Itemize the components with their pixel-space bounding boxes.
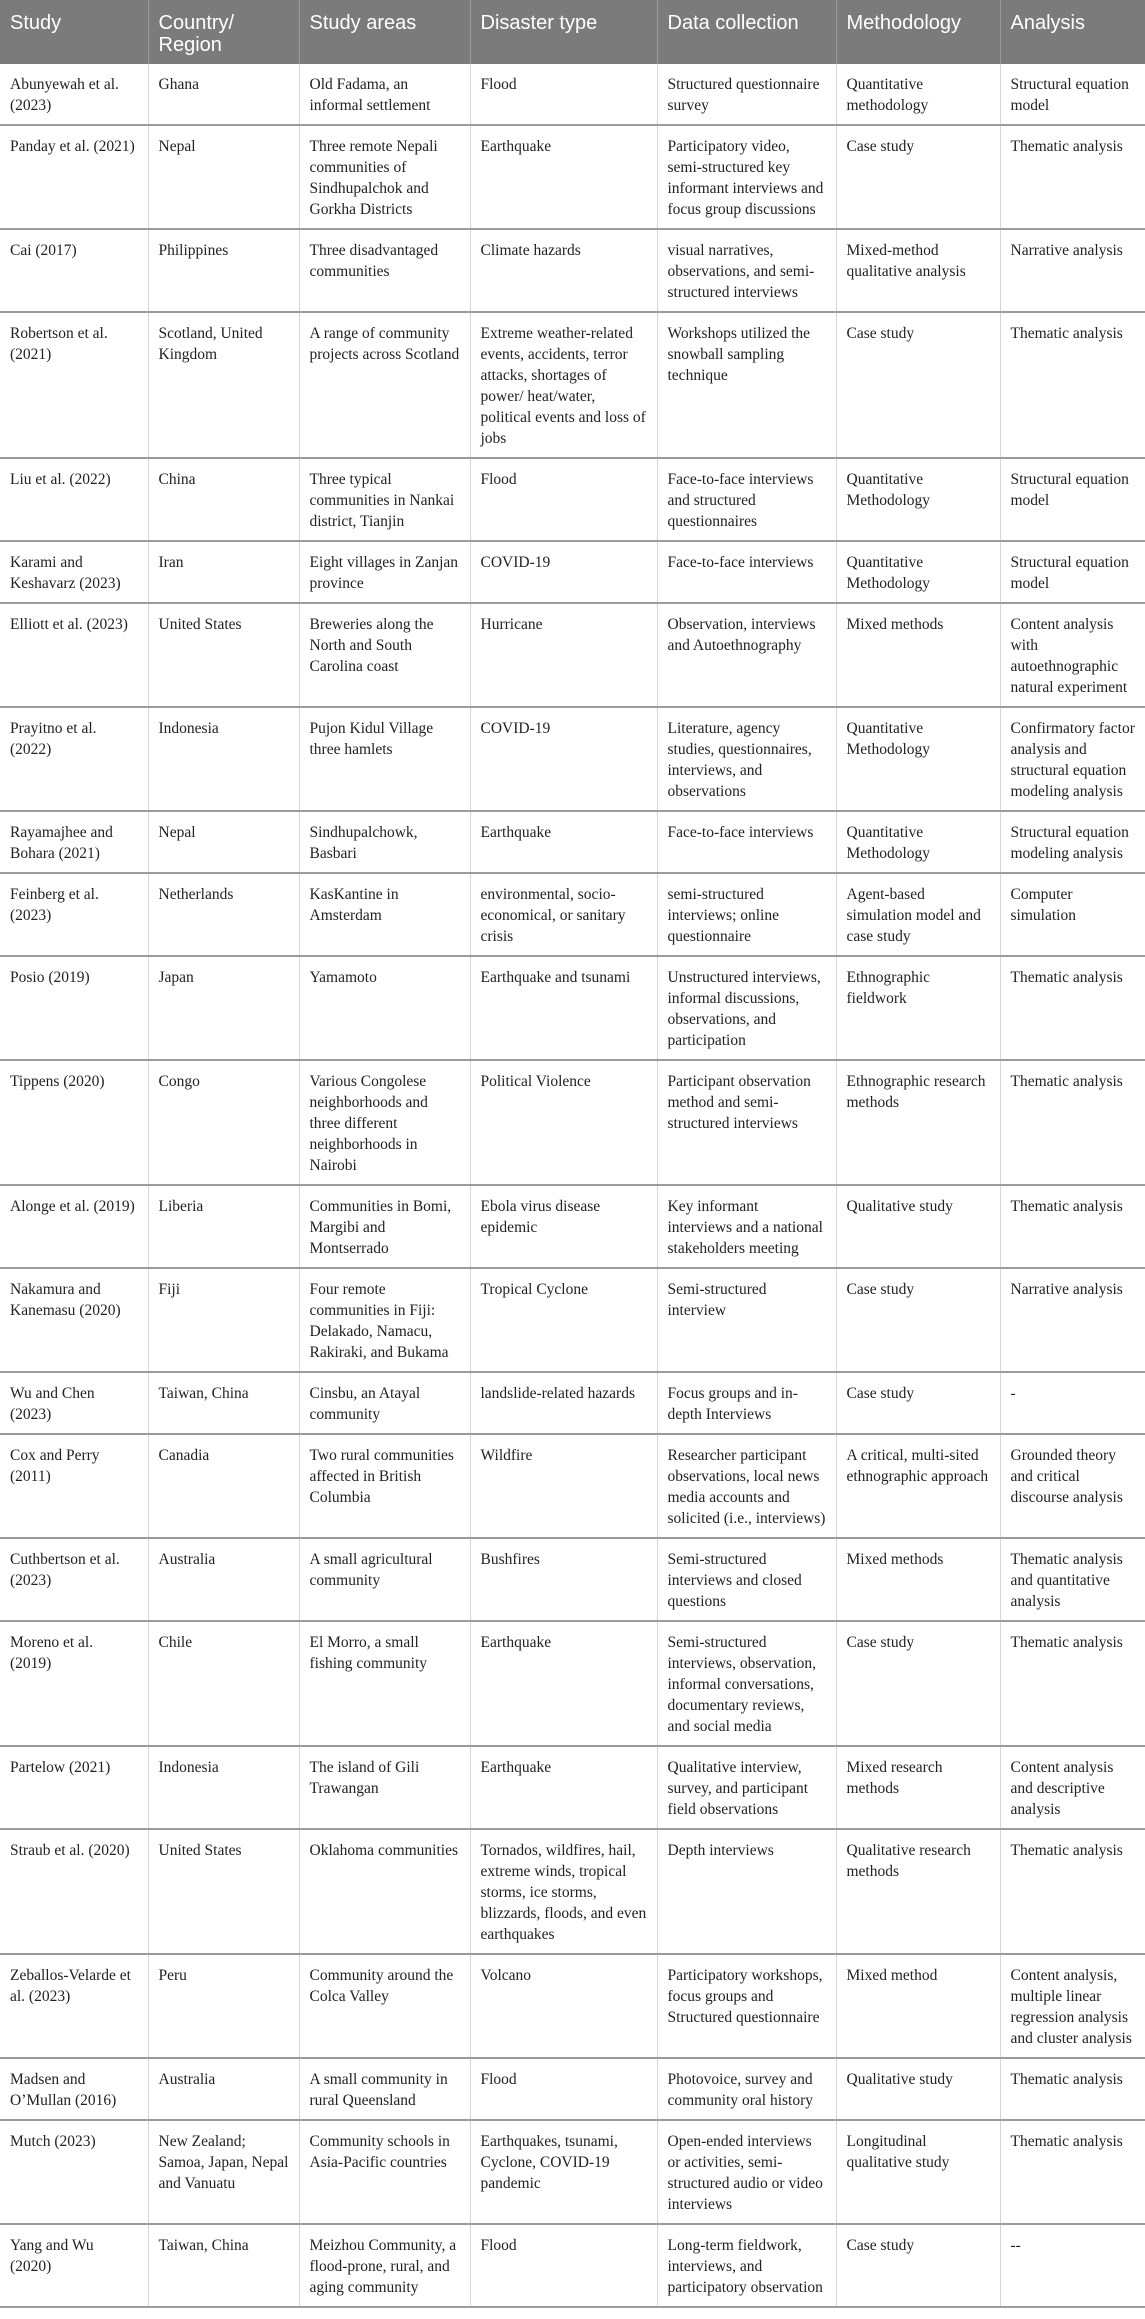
cell-country-region: Iran bbox=[148, 541, 299, 603]
cell-study: Nakamura and Kanemasu (2020) bbox=[0, 1268, 148, 1372]
cell-study: Posio (2019) bbox=[0, 956, 148, 1060]
cell-methodology: Case study bbox=[836, 125, 1000, 229]
cell-analysis: Content analysis and descriptive analysis bbox=[1010, 1759, 1114, 1818]
cell-data-collection: Structured questionnaire survey bbox=[657, 64, 836, 125]
cell-data-collection: Participatory video, semi-structured key informant interviews and focus group discussions bbox=[657, 125, 836, 229]
cell-country-region: China bbox=[148, 458, 299, 541]
table-row bbox=[0, 458, 1145, 541]
cell-methodology: Quantitative Methodology bbox=[836, 541, 1000, 603]
table-row bbox=[0, 1954, 1145, 2058]
cell-analysis: Thematic analysis bbox=[1010, 1634, 1123, 1651]
cell-country-region: Taiwan, China bbox=[148, 2224, 299, 2307]
cell-analysis: Structural equation model bbox=[1010, 471, 1129, 509]
cell-study: Cai (2017) bbox=[0, 229, 148, 312]
cell-analysis: Structural equation model bbox=[1010, 554, 1129, 592]
cell-study-areas: Two rural communities affected in British Columbia bbox=[299, 1434, 470, 1538]
table-row bbox=[0, 873, 1145, 956]
cell-disaster-type: Flood bbox=[470, 64, 657, 125]
table-row bbox=[0, 1060, 1145, 1185]
cell-methodology: Case study bbox=[836, 1372, 1000, 1434]
cell-country-region: Congo bbox=[148, 1060, 299, 1185]
cell-study: Alonge et al. (2019) bbox=[0, 1185, 148, 1268]
table-row bbox=[0, 1621, 1145, 1746]
cell-study: Feinberg et al. (2023) bbox=[0, 873, 148, 956]
cell-disaster-type: Earthquakes, tsunami, Cyclone, COVID-19 pandemic bbox=[470, 2120, 657, 2224]
cell-analysis: Content analysis, multiple linear regression analysis and cluster analysis bbox=[1010, 1967, 1132, 2047]
cell-disaster-type: landslide-related hazards bbox=[470, 1372, 657, 1434]
cell-country-region: Chile bbox=[148, 1621, 299, 1746]
cell-analysis: Narrative analysis bbox=[1010, 1281, 1123, 1298]
cell-study: Zeballos-Velarde et al. (2023) bbox=[0, 1954, 148, 2058]
cell-methodology: Qualitative study bbox=[836, 2058, 1000, 2120]
cell-methodology: Quantitative Methodology bbox=[836, 458, 1000, 541]
table-row bbox=[0, 811, 1145, 873]
cell-analysis: Grounded theory and critical discourse analysis bbox=[1010, 1447, 1123, 1506]
cell-analysis: Thematic analysis bbox=[1010, 1198, 1123, 1215]
cell-disaster-type: Earthquake bbox=[470, 811, 657, 873]
cell-country-region: Nepal bbox=[148, 125, 299, 229]
cell-data-collection: visual narratives, observations, and semi-structured interviews bbox=[657, 229, 836, 312]
cell-disaster-type: Political Violence bbox=[470, 1060, 657, 1185]
cell-study-areas: Meizhou Community, a flood-prone, rural, and aging community bbox=[299, 2224, 470, 2307]
table-row bbox=[0, 64, 1145, 125]
cell-data-collection: Depth interviews bbox=[657, 1829, 836, 1954]
column-header-data-collection: Data collection bbox=[657, 0, 836, 64]
cell-analysis: Thematic analysis bbox=[1010, 325, 1123, 342]
cell-study: Cox and Perry (2011) bbox=[0, 1434, 148, 1538]
cell-disaster-type: Earthquake bbox=[470, 125, 657, 229]
cell-country-region: Ghana bbox=[148, 64, 299, 125]
cell-methodology: Mixed-method qualitative analysis bbox=[836, 229, 1000, 312]
table-row bbox=[0, 1185, 1145, 1268]
table-row bbox=[0, 312, 1145, 458]
cell-data-collection: semi-structured interviews; online questionnaire bbox=[657, 873, 836, 956]
cell-study: Yang and Wu (2020) bbox=[0, 2224, 148, 2307]
cell-data-collection: Literature, agency studies, questionnaires, interviews, and observations bbox=[657, 707, 836, 811]
cell-study: Wu and Chen (2023) bbox=[0, 1372, 148, 1434]
cell-study-areas: A small agricultural community bbox=[299, 1538, 470, 1621]
table-body bbox=[0, 64, 1145, 2307]
cell-country-region: Canadia bbox=[148, 1434, 299, 1538]
cell-study-areas: Yamamoto bbox=[299, 956, 470, 1060]
cell-disaster-type: Volcano bbox=[470, 1954, 657, 2058]
cell-study-areas: Old Fadama, an informal settlement bbox=[299, 64, 470, 125]
cell-study: Moreno et al. (2019) bbox=[0, 1621, 148, 1746]
table-row bbox=[0, 1746, 1145, 1829]
cell-methodology: Longitudinal qualitative study bbox=[836, 2120, 1000, 2224]
cell-country-region: Scotland, United Kingdom bbox=[148, 312, 299, 458]
cell-study-areas: The island of Gili Trawangan bbox=[299, 1746, 470, 1829]
cell-methodology: Qualitative study bbox=[836, 1185, 1000, 1268]
cell-country-region: Philippines bbox=[148, 229, 299, 312]
cell-analysis: Narrative analysis bbox=[1010, 242, 1123, 259]
cell-study-areas: Cinsbu, an Atayal community bbox=[299, 1372, 470, 1434]
table-row bbox=[0, 956, 1145, 1060]
cell-data-collection: Semi-structured interview bbox=[657, 1268, 836, 1372]
table-row bbox=[0, 1829, 1145, 1954]
cell-methodology: Quantitative Methodology bbox=[836, 811, 1000, 873]
cell-study-areas: KasKantine in Amsterdam bbox=[299, 873, 470, 956]
cell-analysis: Structural equation model bbox=[1010, 76, 1129, 114]
cell-study: Cuthbertson et al. (2023) bbox=[0, 1538, 148, 1621]
column-header-country-region: Country/ Region bbox=[148, 0, 299, 64]
cell-country-region: Netherlands bbox=[148, 873, 299, 956]
table-row bbox=[0, 125, 1145, 229]
cell-data-collection: Observation, interviews and Autoethnography bbox=[657, 603, 836, 707]
table-row bbox=[0, 707, 1145, 811]
cell-study-areas: Oklahoma communities bbox=[299, 1829, 470, 1954]
table-row bbox=[0, 2224, 1145, 2307]
column-header-analysis: Analysis bbox=[1000, 0, 1145, 64]
cell-analysis: Thematic analysis bbox=[1010, 138, 1123, 155]
cell-analysis: Confirmatory factor analysis and structural equation modeling analysis bbox=[1010, 720, 1135, 800]
cell-country-region: Nepal bbox=[148, 811, 299, 873]
cell-methodology: Case study bbox=[836, 312, 1000, 458]
cell-methodology: Agent-based simulation model and case study bbox=[836, 873, 1000, 956]
cell-country-region: United States bbox=[148, 603, 299, 707]
cell-disaster-type: Earthquake and tsunami bbox=[470, 956, 657, 1060]
cell-methodology: Ethnographic fieldwork bbox=[836, 956, 1000, 1060]
table-row bbox=[0, 541, 1145, 603]
cell-disaster-type: environmental, socio-economical, or sanitary crisis bbox=[470, 873, 657, 956]
cell-disaster-type: Extreme weather-related events, accidents, terror attacks, shortages of power/ heat/water, political events and loss of jobs bbox=[470, 312, 657, 458]
cell-study: Panday et al. (2021) bbox=[0, 125, 148, 229]
cell-methodology: Mixed research methods bbox=[836, 1746, 1000, 1829]
cell-country-region: New Zealand; Samoa, Japan, Nepal and Vanuatu bbox=[148, 2120, 299, 2224]
cell-data-collection: Semi-structured interviews, observation, informal conversations, documentary reviews, and social media bbox=[657, 1621, 836, 1746]
cell-country-region: Fiji bbox=[148, 1268, 299, 1372]
cell-study-areas: Community schools in Asia-Pacific countries bbox=[299, 2120, 470, 2224]
cell-country-region: Indonesia bbox=[148, 1746, 299, 1829]
cell-country-region: United States bbox=[148, 1829, 299, 1954]
cell-disaster-type: Hurricane bbox=[470, 603, 657, 707]
cell-analysis: Content analysis with autoethnographic natural experiment bbox=[1010, 616, 1128, 696]
table-row bbox=[0, 603, 1145, 707]
cell-country-region: Liberia bbox=[148, 1185, 299, 1268]
cell-country-region: Taiwan, China bbox=[148, 1372, 299, 1434]
cell-disaster-type: Wildfire bbox=[470, 1434, 657, 1538]
cell-methodology: Quantitative methodology bbox=[836, 64, 1000, 125]
table-row bbox=[0, 2058, 1145, 2120]
cell-country-region: Australia bbox=[148, 1538, 299, 1621]
cell-data-collection: Participatory workshops, focus groups and Structured questionnaire bbox=[657, 1954, 836, 2058]
cell-analysis: Thematic analysis bbox=[1010, 1073, 1123, 1090]
cell-analysis: Thematic analysis bbox=[1010, 2071, 1123, 2088]
cell-methodology: Mixed methods bbox=[836, 603, 1000, 707]
cell-study: Partelow (2021) bbox=[0, 1746, 148, 1829]
cell-study: Mutch (2023) bbox=[0, 2120, 148, 2224]
cell-disaster-type: Ebola virus disease epidemic bbox=[470, 1185, 657, 1268]
cell-data-collection: Key informant interviews and a national stakeholders meeting bbox=[657, 1185, 836, 1268]
cell-study: Elliott et al. (2023) bbox=[0, 603, 148, 707]
cell-study-areas: Three disadvantaged communities bbox=[299, 229, 470, 312]
column-header-study-areas: Study areas bbox=[299, 0, 470, 64]
cell-study-areas: Various Congolese neighborhoods and three different neighborhoods in Nairobi bbox=[299, 1060, 470, 1185]
cell-data-collection: Face-to-face interviews and structured questionnaires bbox=[657, 458, 836, 541]
cell-disaster-type: Climate hazards bbox=[470, 229, 657, 312]
cell-study: Prayitno et al. (2022) bbox=[0, 707, 148, 811]
cell-analysis: - bbox=[1010, 1385, 1016, 1402]
cell-study-areas: Four remote communities in Fiji: Delakado, Namacu, Rakiraki, and Bukama bbox=[299, 1268, 470, 1372]
cell-data-collection: Open-ended interviews or activities, semi-structured audio or video interviews bbox=[657, 2120, 836, 2224]
cell-analysis: Thematic analysis and quantitative analysis bbox=[1010, 1551, 1123, 1610]
cell-analysis: Thematic analysis bbox=[1010, 969, 1123, 986]
cell-country-region: Australia bbox=[148, 2058, 299, 2120]
cell-study-areas: Communities in Bomi, Margibi and Montserrado bbox=[299, 1185, 470, 1268]
cell-methodology: Mixed methods bbox=[836, 1538, 1000, 1621]
cell-data-collection: Long-term fieldwork, interviews, and participatory observation bbox=[657, 2224, 836, 2307]
cell-disaster-type: Tropical Cyclone bbox=[470, 1268, 657, 1372]
cell-disaster-type: Flood bbox=[470, 2224, 657, 2307]
cell-data-collection: Photovoice, survey and community oral history bbox=[657, 2058, 836, 2120]
cell-study-areas: Sindhupalchowk, Basbari bbox=[299, 811, 470, 873]
column-header-disaster-type: Disaster type bbox=[470, 0, 657, 64]
cell-country-region: Indonesia bbox=[148, 707, 299, 811]
cell-data-collection: Unstructured interviews, informal discussions, observations, and participation bbox=[657, 956, 836, 1060]
cell-analysis: Structural equation modeling analysis bbox=[1010, 824, 1129, 862]
cell-methodology: Case study bbox=[836, 1268, 1000, 1372]
cell-study-areas: A range of community projects across Scotland bbox=[299, 312, 470, 458]
cell-disaster-type: COVID-19 bbox=[470, 707, 657, 811]
cell-study: Robertson et al. (2021) bbox=[0, 312, 148, 458]
cell-data-collection: Researcher participant observations, local news media accounts and solicited (i.e., interviews) bbox=[657, 1434, 836, 1538]
table-row bbox=[0, 2120, 1145, 2224]
cell-study-areas: Breweries along the North and South Carolina coast bbox=[299, 603, 470, 707]
table-row bbox=[0, 1434, 1145, 1538]
cell-study: Karami and Keshavarz (2023) bbox=[0, 541, 148, 603]
cell-methodology: Quantitative Methodology bbox=[836, 707, 1000, 811]
table-row bbox=[0, 1538, 1145, 1621]
header-row bbox=[0, 0, 1145, 64]
cell-data-collection: Face-to-face interviews bbox=[657, 541, 836, 603]
cell-data-collection: Participant observation method and semi-structured interviews bbox=[657, 1060, 836, 1185]
cell-study: Tippens (2020) bbox=[0, 1060, 148, 1185]
cell-analysis: Computer simulation bbox=[1010, 886, 1076, 924]
cell-disaster-type: Tornados, wildfires, hail, extreme winds, tropical storms, ice storms, blizzards, floods, and even earthquakes bbox=[470, 1829, 657, 1954]
cell-methodology: Qualitative research methods bbox=[836, 1829, 1000, 1954]
cell-data-collection: Workshops utilized the snowball sampling technique bbox=[657, 312, 836, 458]
cell-analysis: Thematic analysis bbox=[1010, 2133, 1123, 2150]
cell-study-areas: A small community in rural Queensland bbox=[299, 2058, 470, 2120]
cell-methodology: Case study bbox=[836, 2224, 1000, 2307]
table-row bbox=[0, 229, 1145, 312]
cell-disaster-type: Flood bbox=[470, 458, 657, 541]
cell-study: Straub et al. (2020) bbox=[0, 1829, 148, 1954]
cell-study: Rayamajhee and Bohara (2021) bbox=[0, 811, 148, 873]
cell-study: Liu et al. (2022) bbox=[0, 458, 148, 541]
cell-methodology: A critical, multi-sited ethnographic approach bbox=[836, 1434, 1000, 1538]
cell-data-collection: Qualitative interview, survey, and participant field observations bbox=[657, 1746, 836, 1829]
cell-disaster-type: Flood bbox=[470, 2058, 657, 2120]
cell-data-collection: Focus groups and in-depth Interviews bbox=[657, 1372, 836, 1434]
cell-study-areas: Three remote Nepali communities of Sindhupalchok and Gorkha Districts bbox=[299, 125, 470, 229]
cell-disaster-type: Earthquake bbox=[470, 1621, 657, 1746]
cell-disaster-type: COVID-19 bbox=[470, 541, 657, 603]
cell-disaster-type: Earthquake bbox=[470, 1746, 657, 1829]
cell-study-areas: Pujon Kidul Village three hamlets bbox=[299, 707, 470, 811]
table-row bbox=[0, 1268, 1145, 1372]
cell-disaster-type: Bushfires bbox=[470, 1538, 657, 1621]
cell-analysis: -- bbox=[1010, 2237, 1021, 2254]
cell-methodology: Case study bbox=[836, 1621, 1000, 1746]
table-row bbox=[0, 1372, 1145, 1434]
cell-analysis: Thematic analysis bbox=[1010, 1842, 1123, 1859]
column-header-study: Study bbox=[0, 0, 148, 64]
column-header-methodology: Methodology bbox=[836, 0, 1000, 64]
table-header bbox=[0, 0, 1145, 64]
cell-study: Abunyewah et al. (2023) bbox=[0, 64, 148, 125]
cell-study-areas: Three typical communities in Nankai district, Tianjin bbox=[299, 458, 470, 541]
cell-study-areas: Eight villages in Zanjan province bbox=[299, 541, 470, 603]
cell-country-region: Peru bbox=[148, 1954, 299, 2058]
cell-methodology: Mixed method bbox=[836, 1954, 1000, 2058]
cell-data-collection: Face-to-face interviews bbox=[657, 811, 836, 873]
cell-study-areas: El Morro, a small fishing community bbox=[299, 1621, 470, 1746]
cell-study-areas: Community around the Colca Valley bbox=[299, 1954, 470, 2058]
cell-methodology: Ethnographic research methods bbox=[836, 1060, 1000, 1185]
cell-study: Madsen and O’Mullan (2016) bbox=[0, 2058, 148, 2120]
cell-country-region: Japan bbox=[148, 956, 299, 1060]
cell-data-collection: Semi-structured interviews and closed questions bbox=[657, 1538, 836, 1621]
